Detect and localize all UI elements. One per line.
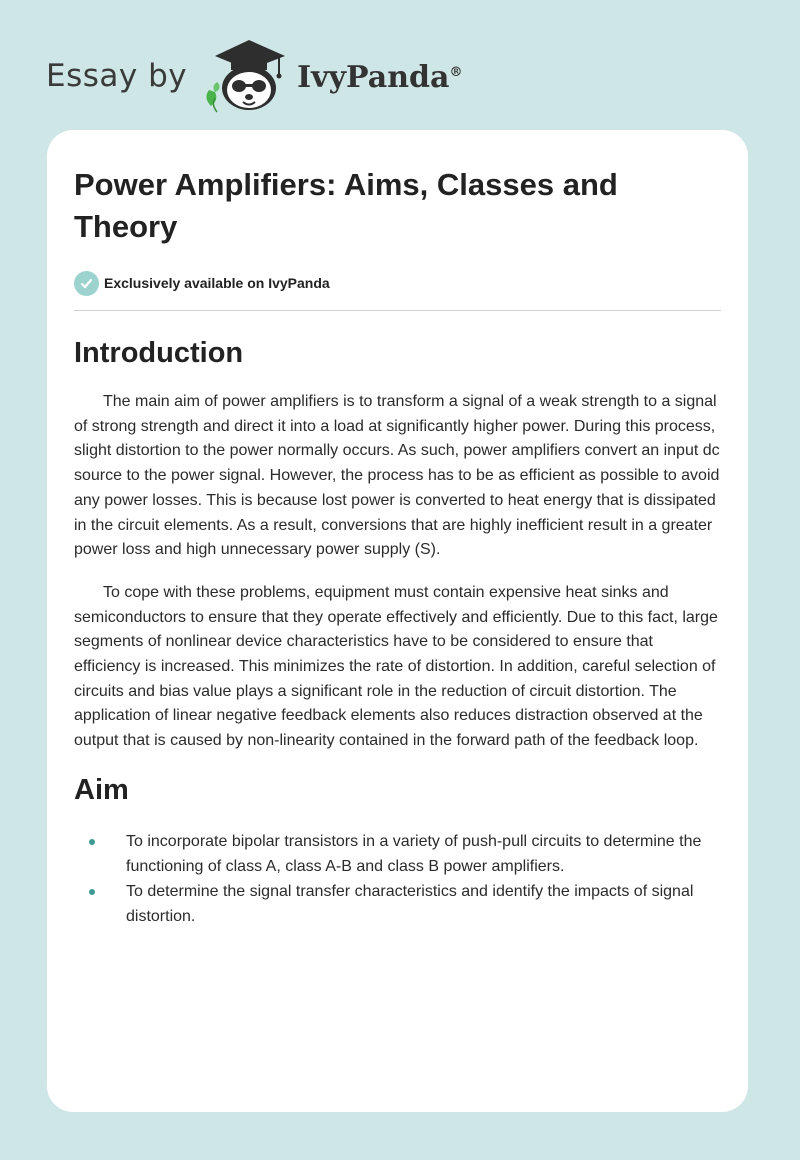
list-item <box>74 879 721 929</box>
bullet-dot <box>89 889 95 895</box>
intro-paragraph-1: The main aim of power amplifiers is to transform a signal of a weak strength to a signal of strong strength and direct it into a load at significantly higher power. During this process, slight distortion to the power normally occurs. As such, power amplifiers convert an input dc source to the power signal. However, the process has to be as efficient as possible to avoid any power losses. This is because lost power is converted to heat energy that is dissipated in the circuit elements. As a result, conversions that are highly inefficient result in a greater power loss and high unnecessary power supply (S). <box>74 393 720 559</box>
check-icon <box>74 271 99 296</box>
exclusive-badge <box>74 268 721 298</box>
list-item <box>74 829 721 879</box>
panda-logo-icon[interactable] <box>201 34 293 114</box>
aim-heading: Aim <box>74 773 129 806</box>
bullet-dot <box>89 839 95 845</box>
introduction-heading: Introduction <box>74 337 244 369</box>
brand-name[interactable]: IvyPanda® <box>297 59 463 95</box>
list-item-text: To determine the signal transfer characteristics and identify the impacts of signal distortion. <box>126 882 694 925</box>
intro-paragraph-2: To cope with these problems, equipment must contain expensive heat sinks and semiconductors to ensure that they operate effectively and efficiently. Due to this fact, large segments of nonlinear device characteristics have to be considered to ensure that efficiency is increased. This minimizes the rate of distortion. In addition, careful selection of circuits and bias value plays a significant role in the reduction of circuit distortion. The application of linear negative feedback elements also reduces distraction observed at the output that is caused by non-linearity contained in the forward path of the feedback loop. <box>74 583 718 750</box>
list-item-text: To incorporate bipolar transistors in a variety of push-pull circuits to determine the functioning of class A, class A-B and class B power amplifiers. <box>126 832 702 875</box>
aim-list <box>74 829 721 929</box>
page-title: Power Amplifiers: Aims, Classes and Theory <box>74 167 618 244</box>
site-header <box>46 34 462 114</box>
essay-card <box>47 130 748 1112</box>
divider <box>74 310 721 311</box>
registered-mark: ® <box>449 64 463 80</box>
badge-text: Exclusively available on IvyPanda <box>104 275 330 291</box>
essay-by-label: Essay by <box>46 58 188 94</box>
